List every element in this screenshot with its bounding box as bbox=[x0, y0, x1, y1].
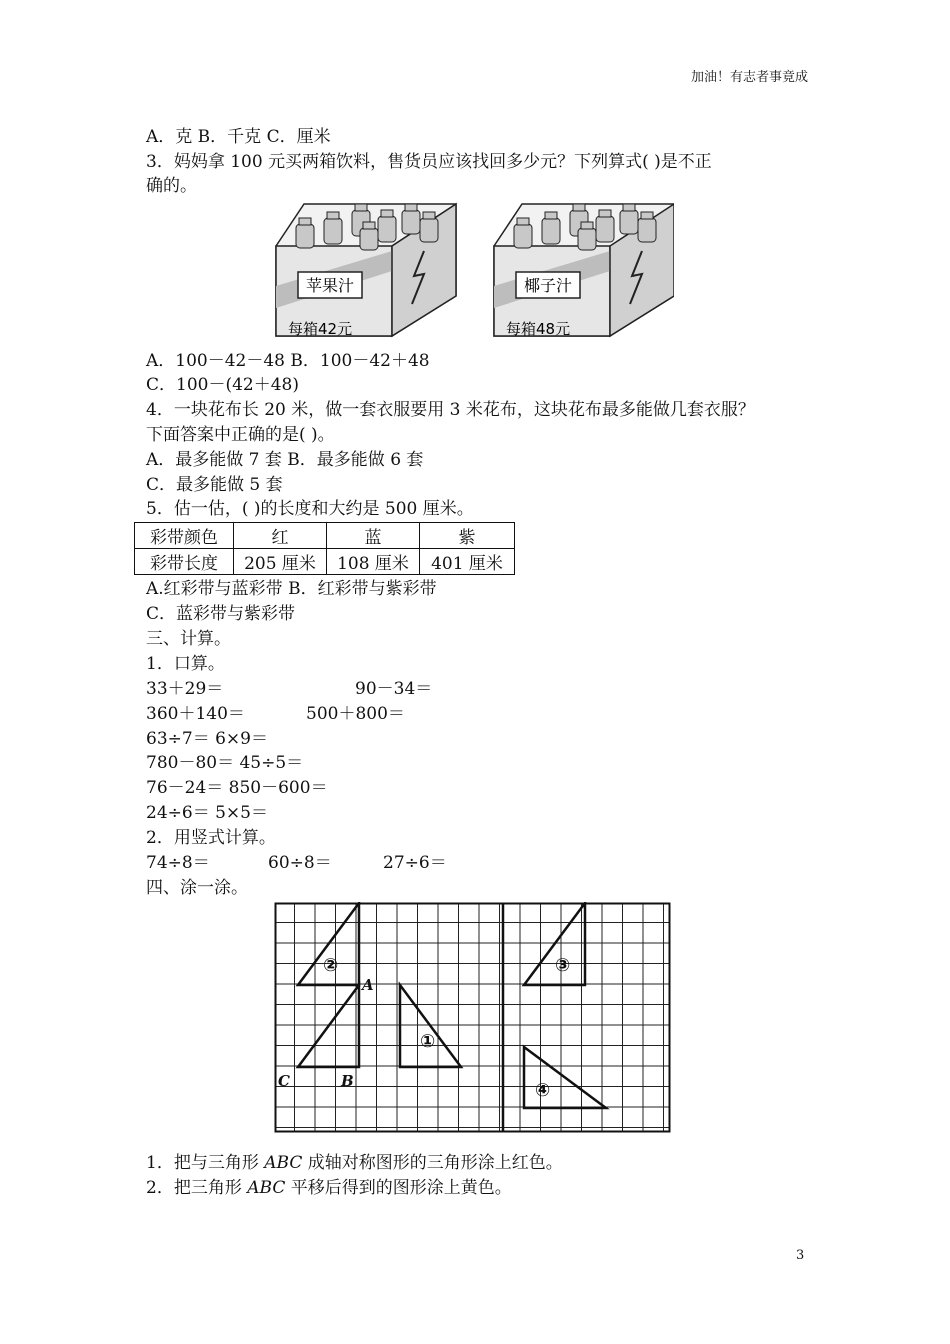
section3-sub2: 2．用竖式计算。 bbox=[146, 828, 276, 848]
calc-row4: 780－80＝ 45÷5＝ bbox=[146, 753, 304, 773]
drink-boxes-figure bbox=[274, 196, 674, 342]
table-cell: 205 厘米 bbox=[234, 549, 327, 575]
q4-text-line1: 4．一块花布长 20 米，做一套衣服要用 3 米花布，这块花布最多能做几套衣服？ bbox=[146, 400, 755, 420]
q3-option-c: C．100－(42＋48) bbox=[146, 375, 299, 395]
table-cell: 108 厘米 bbox=[327, 549, 420, 575]
calc-row3: 63÷7＝ 6×9＝ bbox=[146, 729, 268, 749]
section4-q1: 1．把与三角形 ABC 成轴对称图形的三角形涂上红色。 bbox=[146, 1153, 563, 1173]
q3-options-ab: A．100－42－48 B．100－42＋48 bbox=[146, 351, 430, 371]
section4-q2: 2．把三角形 ABC 平移后得到的图形涂上黄色。 bbox=[146, 1178, 512, 1198]
page-header: 加油！有志者事竟成 bbox=[690, 70, 808, 85]
apple-juice-label: 苹果汁 bbox=[305, 276, 355, 295]
table-row bbox=[135, 523, 515, 549]
coconut-juice-box bbox=[494, 204, 674, 338]
table-cell: 紫 bbox=[420, 523, 515, 549]
q2-options: A．克 B．千克 C．厘米 bbox=[146, 127, 331, 147]
vertical-calc-3: 27÷6＝ bbox=[383, 853, 447, 873]
page-number: 3 bbox=[796, 1248, 805, 1263]
q5-options-ab: A.红彩带与蓝彩带 B．红彩带与紫彩带 bbox=[146, 579, 437, 599]
coconut-juice-label: 椰子汁 bbox=[523, 276, 573, 295]
calc-row6: 24÷6＝ 5×5＝ bbox=[146, 803, 268, 823]
apple-juice-box bbox=[276, 204, 456, 338]
table-cell: 蓝 bbox=[327, 523, 420, 549]
triangle-3-label: ③ bbox=[555, 955, 571, 976]
q4-option-c: C．最多能做 5 套 bbox=[146, 475, 283, 495]
section4-title: 四、涂一涂。 bbox=[146, 878, 248, 898]
triangle-2-label: ② bbox=[323, 955, 339, 976]
table-cell: 彩带长度 bbox=[135, 549, 234, 575]
vertex-c-label: C bbox=[278, 1072, 290, 1090]
grid-figure bbox=[274, 902, 672, 1134]
ribbon-table bbox=[134, 522, 515, 575]
calc-row2-b: 500＋800＝ bbox=[306, 704, 405, 724]
q4-text-line2: 下面答案中正确的是( )。 bbox=[146, 425, 335, 445]
triangle-4-label: ④ bbox=[535, 1080, 551, 1101]
table-cell: 彩带颜色 bbox=[135, 523, 234, 549]
q5-option-c: C．蓝彩带与紫彩带 bbox=[146, 604, 296, 624]
calc-row1-b: 90－34＝ bbox=[355, 679, 433, 699]
q5-text: 5．估一估，( )的长度和大约是 500 厘米。 bbox=[146, 499, 474, 519]
calc-row5: 76－24＝ 850－600＝ bbox=[146, 778, 328, 798]
vertical-calc-1: 74÷8＝ bbox=[146, 853, 210, 873]
calc-row1-a: 33＋29＝ bbox=[146, 679, 224, 699]
vertical-calc-2: 60÷8＝ bbox=[268, 853, 332, 873]
section3-title: 三、计算。 bbox=[146, 629, 231, 649]
vertex-a-label: A bbox=[362, 976, 374, 994]
apple-juice-price: 每箱42元 bbox=[288, 320, 353, 338]
q3-text-line2: 确的。 bbox=[146, 176, 197, 196]
vertex-b-label: B bbox=[341, 1072, 354, 1090]
q3-text-line1: 3．妈妈拿 100 元买两箱饮料，售货员应该找回多少元？下列算式( )是不正 bbox=[146, 152, 712, 172]
triangle-abc bbox=[298, 985, 359, 1067]
calc-row2-a: 360＋140＝ bbox=[146, 704, 245, 724]
table-cell: 401 厘米 bbox=[420, 549, 515, 575]
q4-options-ab: A．最多能做 7 套 B．最多能做 6 套 bbox=[146, 450, 424, 470]
table-row bbox=[135, 549, 515, 575]
triangle-1 bbox=[400, 985, 461, 1067]
coconut-juice-price: 每箱48元 bbox=[506, 320, 571, 338]
table-cell: 红 bbox=[234, 523, 327, 549]
section3-sub1: 1．口算。 bbox=[146, 654, 225, 674]
triangle-1-label: ① bbox=[420, 1031, 436, 1052]
